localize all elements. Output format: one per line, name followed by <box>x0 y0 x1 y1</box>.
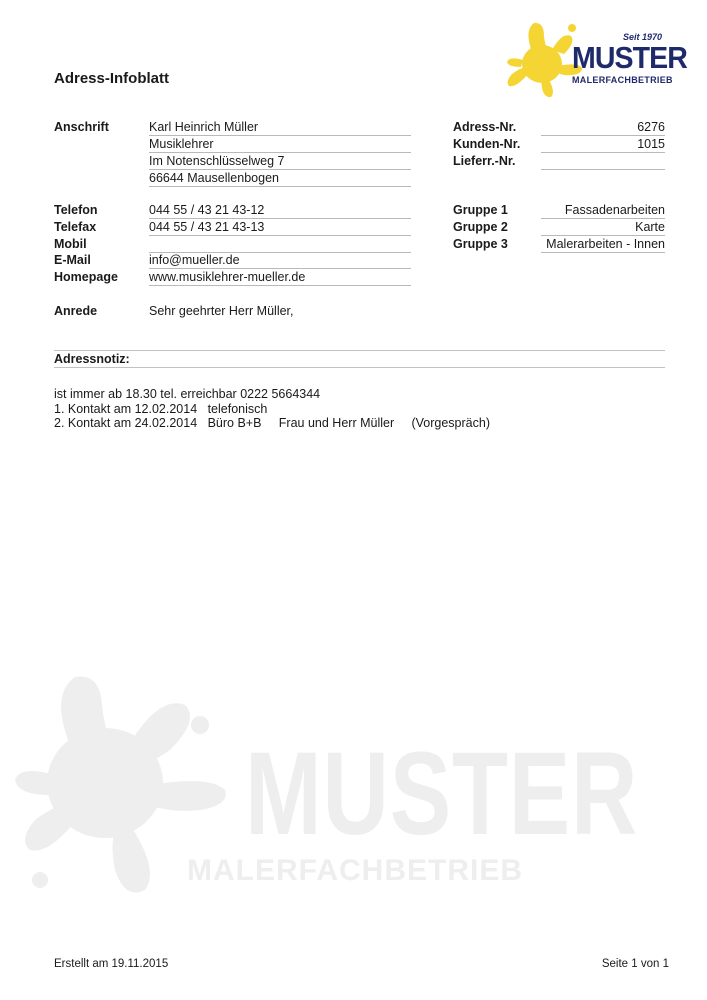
note-line: ist immer ab 18.30 tel. erreichbar 0222 5664344 <box>54 387 321 401</box>
anschrift-line: Musiklehrer <box>149 136 411 153</box>
anrede-value: Sehr geehrter Herr Müller, <box>149 304 294 318</box>
gruppe1-label: Gruppe 1 <box>453 203 508 217</box>
footer-created: Erstellt am 19.11.2015 <box>54 958 169 970</box>
telefax-label: Telefax <box>54 220 97 234</box>
homepage-value: www.musiklehrer-mueller.de <box>149 269 411 286</box>
email-value: info@mueller.de <box>149 252 411 269</box>
kundennr-value: 1015 <box>541 136 665 153</box>
anschrift-line: Im Notenschlüsselweg 7 <box>149 153 411 170</box>
telefon-value: 044 55 / 43 21 43-12 <box>149 202 411 219</box>
notes-heading: Adressnotiz: <box>54 350 665 368</box>
note-line: 1. Kontakt am 12.02.2014 telefonisch <box>54 402 268 416</box>
mobil-value <box>149 236 411 253</box>
adressnr-label: Adress-Nr. <box>453 120 517 134</box>
anrede-label: Anrede <box>54 304 98 318</box>
anschrift-line: 66644 Mausellenbogen <box>149 170 411 187</box>
watermark-brand: MUSTER <box>245 728 639 860</box>
anschrift-label: Anschrift <box>54 120 109 134</box>
gruppe3-value: Malerarbeiten - Innen <box>541 236 665 253</box>
gruppe2-label: Gruppe 2 <box>453 220 508 234</box>
telefon-label: Telefon <box>54 203 98 217</box>
email-label: E-Mail <box>54 253 91 267</box>
footer-page-number: Seite 1 von 1 <box>601 958 669 970</box>
logo-brand: MUSTER <box>572 40 687 75</box>
logo-since: Seit 1970 <box>623 32 663 42</box>
telefax-value: 044 55 / 43 21 43-13 <box>149 219 411 236</box>
homepage-label: Homepage <box>54 270 118 284</box>
kundennr-label: Kunden-Nr. <box>453 137 521 151</box>
logo-subtitle: MALERFACHBETRIEB <box>572 75 673 85</box>
page-title: Adress-Infoblatt <box>54 70 170 87</box>
note-line: 2. Kontakt am 24.02.2014 Büro B+B Frau und Herr Müller (Vorgespräch) <box>54 416 490 430</box>
lieferrnr-label: Lieferr.-Nr. <box>453 154 516 168</box>
adressnr-value: 6276 <box>541 119 665 136</box>
gruppe2-value: Karte <box>541 219 665 236</box>
watermark-subtitle: MALERFACHBETRIEB <box>187 854 523 887</box>
anschrift-line: Karl Heinrich Müller <box>149 119 411 136</box>
lieferrnr-value <box>541 153 665 170</box>
gruppe1-value: Fassadenarbeiten <box>541 202 665 219</box>
gruppe3-label: Gruppe 3 <box>453 237 508 251</box>
mobil-label: Mobil <box>54 237 87 251</box>
